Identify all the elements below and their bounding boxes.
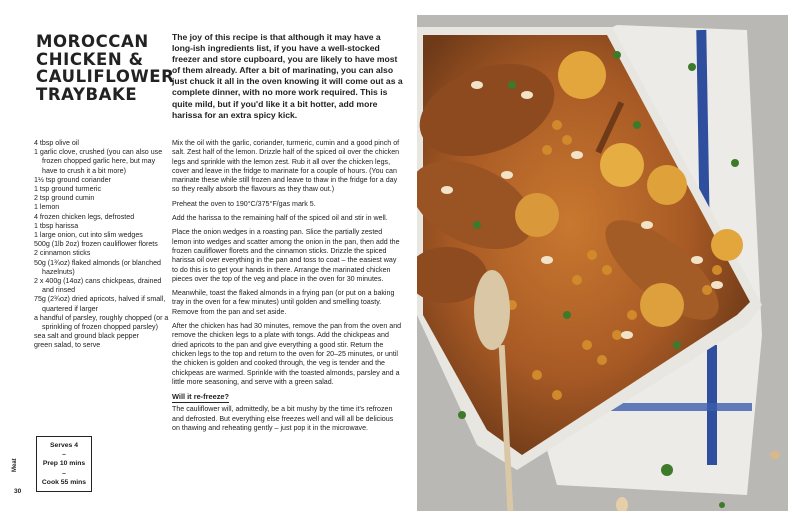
ingredient-item: 500g (1lb 2oz) frozen cauliflower florets [34, 240, 158, 249]
recipe-title: MOROCCAN CHICKEN & CAULIFLOWER TRAYBAKE [36, 32, 175, 104]
ingredient-item: 2 x 400g (14oz) cans chickpeas, drained and rinsed [34, 277, 162, 295]
method-step: Mix the oil with the garlic, coriander, turmeric, cumin and a good pinch of salt. Zest half of the lemon. Drizzle half of the spiced oil over the chicken legs and sprinkle with the lemon zest. Rub it all over the chicken legs, cover and leave in the fridge to marinate for a couple of hours. (You can marinate these while still frozen and leave to thaw in the fridge for a day so they really absorb the flavours as they thaw out.) [172, 139, 400, 194]
method-step: Preheat the oven to 190°C/375°F/gas mark 5. [172, 199, 316, 208]
section-label: Meat [12, 458, 18, 472]
serves-label: Serves 4 [50, 441, 78, 449]
ingredient-item: a handful of parsley, roughly chopped (or a sprinkling of frozen chopped parsley) [34, 313, 169, 332]
ingredients-list [34, 139, 169, 351]
method-steps [172, 139, 402, 438]
method-step: Place the onion wedges in a roasting pan. Slice the partially zested lemon into wedges and scatter among the onion in the pan, then add the frozen cauliflower florets and the cinnamon sticks. Drizzle the spiced harissa oil over everything in the pan and toss to coat – the easiest way to do this is to get your hands in there. Arrange the marinated chicken pieces over the top of the veg and place in the oven for 30 minutes. [172, 228, 400, 283]
ingredient-item: 2 cinnamon sticks [34, 249, 91, 258]
separator: – [62, 451, 66, 459]
freeze-text: The cauliflower will, admittedly, be a bit mushy by the time it's refrozen and defrosted. But everything else freezes well and will all be delicious on thawing and reheating gently – just pop it in the microwave. [172, 405, 394, 433]
method-step: Meanwhile, toast the flaked almonds in a frying pan (or put on a baking tray in the oven for a few minutes) until golden and smelling toasty. Remove from the pan and set aside. [172, 289, 395, 316]
ingredient-item: 50g (1¾oz) flaked almonds (or blanched hazelnuts) [34, 258, 161, 276]
prep-time: Prep 10 mins [42, 460, 86, 468]
recipe-intro: The joy of this recipe is that although it may have a long-ish ingredients list, if you have a well-stocked freezer and store cupboard, you are likely to have most of them already. After a bit of marinating, you can also just chuck it all in the oven knowing it will come out as a complete dinner, with no more work required. This is quite mild, but if you'd like it a bit hotter, add more harissa for an extra spicy kick. [172, 32, 403, 120]
traybake-illustration [417, 15, 788, 511]
ingredient-item: 2 tsp ground cumin [34, 194, 95, 203]
separator: – [62, 469, 66, 477]
cook-time: Cook 55 mins [41, 478, 87, 486]
ingredient-item: 75g (2¾oz) dried apricots, halved if small, quartered if larger [34, 295, 166, 313]
page-number: 30 [14, 488, 22, 495]
method-step: Add the harissa to the remaining half of the spiced oil and stir in well. [172, 214, 388, 223]
ingredient-item: 1 large onion, cut into slim wedges [34, 231, 143, 240]
ingredient-item: green salad, to serve [34, 341, 101, 350]
recipe-info-box [36, 436, 92, 492]
method-step: After the chicken has had 30 minutes, remove the pan from the oven and remove the chicken legs to a plate with tongs. Add the chickpeas and dried apricots to the pan and give everything a good stir. Return the chicken legs to the top and return to the oven for 20–25 minutes, or until the chicken is golden and cooked through, the veg is tender and the chickpeas are warmed. Sprinkle with the toasted almonds, parsley and a little more seasoning, and serve with a green salad. [172, 322, 402, 386]
ingredient-item: 1½ tsp ground coriander [34, 175, 111, 184]
ingredient-item: 4 frozen chicken legs, defrosted [34, 212, 135, 221]
ingredient-item: 4 tbsp olive oil [34, 139, 79, 147]
ingredient-item: 1 tsp ground turmeric [34, 185, 102, 194]
freeze-heading: Will it re-freeze? [172, 392, 229, 403]
ingredient-item: 1 tbsp harissa [34, 221, 79, 230]
ingredient-item: 1 lemon [34, 203, 60, 212]
ingredient-item: 1 garlic clove, crushed (you can also use frozen chopped garlic here, but may have to crush it a bit more) [34, 148, 163, 175]
ingredient-item: sea salt and ground black pepper [34, 332, 139, 341]
recipe-photo [417, 15, 788, 511]
